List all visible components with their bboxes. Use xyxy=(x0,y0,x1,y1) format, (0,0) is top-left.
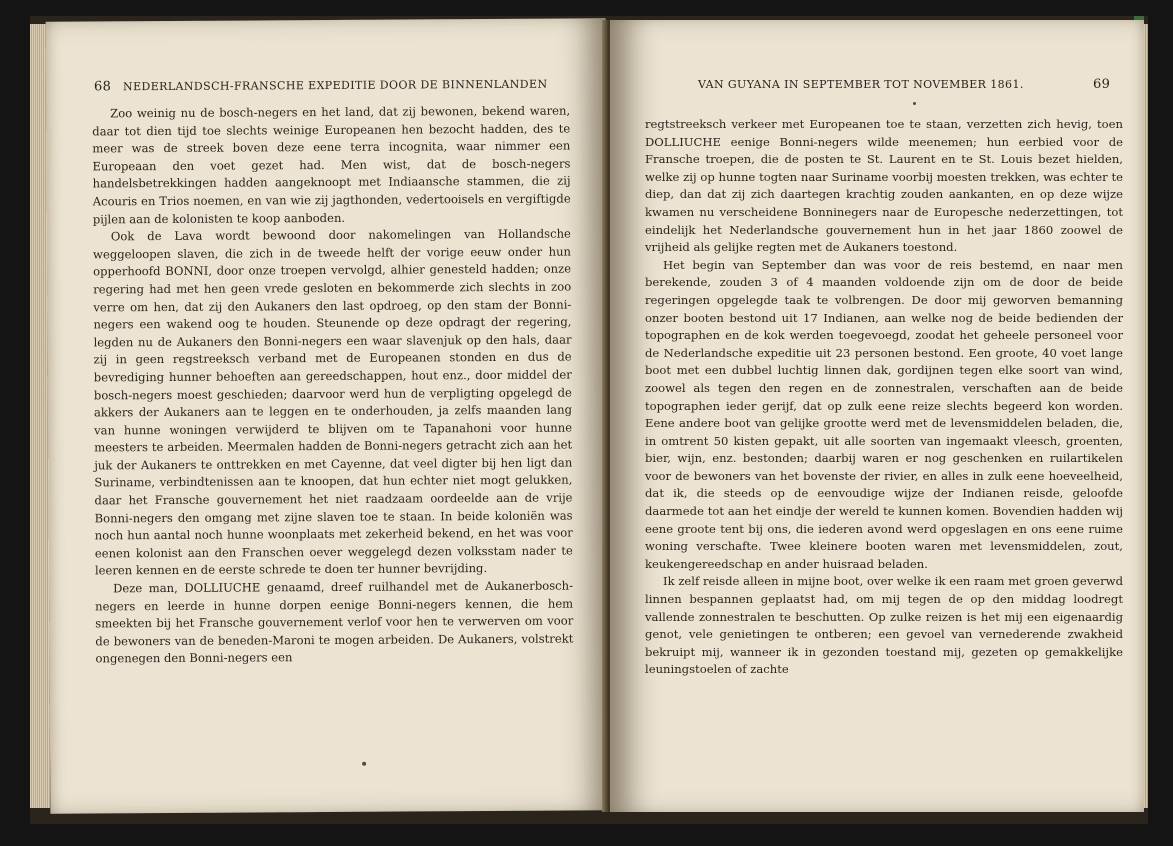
right-page-number: 69 xyxy=(1093,77,1111,92)
left-paragraph-3: Deze man, DOLLIUCHE genaamd, dreef ruilhandel met de Aukanerbosch-negers en leerde in hunne dorpen eenige Bonni-negers kennen, die hem smeekten bij het Fransche gouvernement verlof voor hen te verwerven om voor de bewoners van de beneden-Maroni te mogen arbeiden. De Aukaners, volstrekt ongenegen den Bonni-negers een xyxy=(95,578,574,666)
ink-speck xyxy=(913,102,916,105)
right-running-head: VAN GUYANA IN SEPTEMBER TOT NOVEMBER 1861. xyxy=(698,78,1024,91)
left-running-header xyxy=(94,77,548,95)
right-body-text xyxy=(645,116,1123,679)
ink-speck xyxy=(362,762,366,766)
open-book xyxy=(30,16,1148,824)
left-body-text xyxy=(92,103,573,669)
right-page xyxy=(610,20,1144,812)
left-paragraph-1: Zoo weinig nu de bosch-negers en het land, dat zij bewonen, bekend waren, daar tot dien tijd toe slechts weinige Europeanen hen bezocht hadden, des te meer was de streek boven deze eene terra incognita, waar nimmer een Europeaan den voet gezet had. Men wist, dat de bosch-negers handelsbetrekkingen hadden aangeknoopt met Indiaansche stammen, die zij Acouris en Trios noemen, en van wie zij jagthonden, vedertooisels en vergiftigde pijlen aan de kolonisten te koop aanboden. xyxy=(92,103,571,226)
left-page-number: 68 xyxy=(93,79,112,95)
left-paragraph-2: Ook de Lava wordt bewoond door nakomelingen van Hollandsche weggeloopen slaven, die zich in de tweede helft der vorige eeuw onder hun opperhoofd BONNI, door onze troepen vervolgd, alhier genesteld hadden; onze regering had met hen geen vrede gesloten en bekommerde zich slechts in zoo verre om hen, dat zij den Aukaners den last opdroeg, op den stam der Bonni-negers een wakend oog te houden. Steunende op deze opdragt der regering, legden nu de Aukaners den Bonni-negers een waar slavenjuk op den hals, daar zij in geen regstreeksch verband met de Europeanen stonden en dus de bevrediging hunner behoeften aan gereedschappen, hout enz., door middel der bosch-negers moest geschieden; daarvoor werd hun de verpligting opgelegd de akkers der Aukaners aan te leggen en te onderhouden, ja zelfs maanden lang van hunne woningen verwijderd te blijven om te Tapanahoni voor hunne meesters te arbeiden. Meermalen hadden de Bonni-negers getracht zich aan het juk der Aukaners te onttrekken en met Cayenne, dat veel digter bij hen ligt dan Suriname, verbindtenissen aan te knoopen, dat hun echter niet mogt gelukken, daar het Fransche gouvernement het niet raadzaam oordeelde aan de vrije Bonni-negers den omgang met zijne slaven toe te staan. In beide koloniën was noch hun aantal noch hunne woonplaats met zekerheid bekend, en het was voor eenen kolonist aan den Franschen oever weggelegd dezen volksstam nader te leeren kennen en de eerste schrede te doen ter hunner bevrijding. xyxy=(92,226,573,578)
right-paragraph-3: Ik zelf reisde alleen in mijne boot, over welke ik een raam met groen geverwd linnen bespannen geplaatst had, om mij tegen de op den middag loodregt vallende zonnestralen te beschutten. Op zulke reizen is het mij een eigenaardig genot, vele genietingen te ontberen; een gevoel van vernederende zwakheid bekruipt mij, wanneer ik in gezonden toestand mij, gezeten op gemakkelijke leuningstoelen of zachte xyxy=(645,574,1123,677)
right-running-header xyxy=(698,77,1111,92)
right-paragraph-2: Het begin van September dan was voor de reis bestemd, en naar men berekende, zouden 3 of 4 maanden voldoende zijn om de door de beide regeringen opgelegde taak te volbrengen. De door mij geworven bemanning onzer booten bestond uit 17 Indianen, aan welke nog de beide bedienden der topographen en de kok werden toegevoegd, zoodat het geheele personeel voor de Nederlandsche expeditie uit 23 personen bestond. Een groote, 40 voet lange boot met een dubbel luchtig linnen dak, gordijnen tegen elke soort van wind, zoowel als tegen den regen en de zonnestralen, verschaften aan de beide topographen ieder gerijf, dat op zulk eene reize slechts begeerd kon worden. Eene andere boot van gelijke grootte werd met de levensmiddelen beladen, die, in omtrent 50 kisten gepakt, uit alle soorten van ingemaakt vleesch, groenten, bier, wijn, enz. bestonden; daarbij waren er nog geschenken en ruilartikelen voor de bewoners van het bovenste der rivier, en alles in zulk eene hoeveelheid, dat ik, die steeds op de eenvoudige wijze der Indianen reisde, geloofde daarmede tot aan het eindje der wereld te kunnen komen. Bovendien hadden wij eene groote tent bij ons, die iederen avond werd opgeslagen en ons eene ruime woning verschafte. Twee kleinere booten waren met levensmiddelen, zout, keukengereedschap en ander huisraad beladen. xyxy=(645,257,1123,571)
left-running-head: NEDERLANDSCH-FRANSCHE EXPEDITIE DOOR DE BINNENLANDEN xyxy=(122,77,548,94)
left-page xyxy=(46,18,611,813)
right-paragraph-1: regtstreeksch verkeer met Europeanen toe te staan, verzetten zich hevig, toen DOLLIUCHE eenige Bonni-negers wilde meenemen; hun eerbied voor de Fransche troepen, die de posten te St. Laurent en te St. Louis bezet hielden, welke zij op hunne togten naar Suriname voorbij moesten trekken, was echter te diep, dan dat zij zich daartegen krachtig zouden aankanten, en op deze wijze kwamen nu verscheidene Bonninegers naar de Europesche nederzettingen, tot eindelijk het Nederlandsche gouvernement hun in het jaar 1860 zoowel de vrijheid als gelijke regten met de Aukaners toestond. xyxy=(645,117,1123,255)
